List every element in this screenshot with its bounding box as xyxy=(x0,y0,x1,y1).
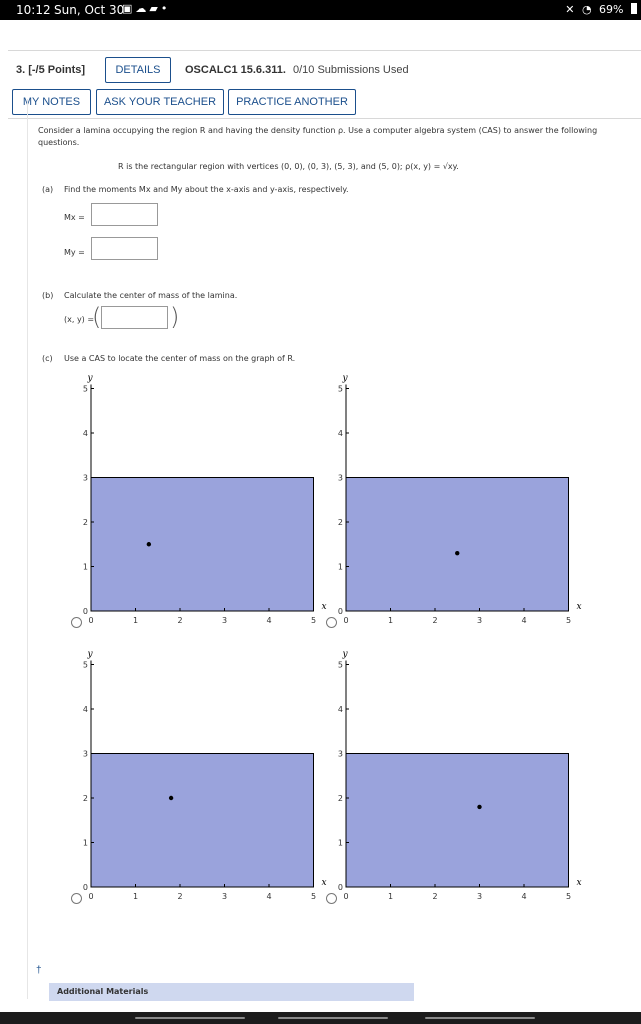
footnote-dagger: † xyxy=(36,965,42,976)
x-tick-label: 4 xyxy=(266,892,272,901)
battery-level: 69% xyxy=(599,3,624,16)
y-tick-label: 5 xyxy=(337,660,343,670)
y-tick-label: 0 xyxy=(82,883,88,892)
x-tick-label: 4 xyxy=(521,616,527,625)
x-tick-label: 2 xyxy=(432,616,438,625)
graph-option-1-radio[interactable] xyxy=(71,617,82,628)
x-axis-label: x xyxy=(576,602,582,612)
x-tick-label: 1 xyxy=(387,892,394,901)
my-notes-button[interactable]: MY NOTES xyxy=(12,89,91,115)
x-axis-label: x xyxy=(321,602,327,612)
x-tick-label: 2 xyxy=(177,892,183,901)
x-tick-label: 2 xyxy=(177,616,183,625)
y-tick-label: 3 xyxy=(82,749,88,759)
nav-handle[interactable] xyxy=(278,1017,388,1019)
notification-icons xyxy=(122,2,170,15)
center-of-mass-point xyxy=(477,805,481,809)
my-input[interactable] xyxy=(91,237,158,260)
x-tick-label: 1 xyxy=(132,892,139,901)
part-b-text: Calculate the center of mass of the lamina. xyxy=(64,291,238,300)
y-tick-label: 5 xyxy=(82,660,88,670)
x-tick-label: 3 xyxy=(476,892,483,901)
x-tick-label: 0 xyxy=(343,892,349,901)
y-axis-label: y xyxy=(342,649,348,660)
region-definition: R is the rectangular region with vertices (0, 0), (0, 3), (5, 3), and (5, 0); ρ(x, y) = √xy. xyxy=(118,162,459,171)
x-tick-label: 3 xyxy=(221,616,228,625)
date: Sun, Oct 30 xyxy=(54,3,125,17)
x-tick-label: 3 xyxy=(476,616,483,625)
x-tick-label: 4 xyxy=(521,892,527,901)
x-tick-label: 1 xyxy=(387,616,394,625)
y-axis-label: y xyxy=(342,373,348,384)
region-rect xyxy=(91,478,314,612)
ask-teacher-button[interactable]: ASK YOUR TEACHER xyxy=(96,89,224,115)
practice-another-button[interactable]: PRACTICE ANOTHER xyxy=(228,89,356,115)
y-tick-label: 1 xyxy=(82,838,88,848)
battery-icon xyxy=(631,3,637,14)
y-tick-label: 5 xyxy=(82,384,88,394)
problem-code: OSCALC1 15.6.311. xyxy=(185,64,286,76)
y-tick-label: 4 xyxy=(82,429,88,438)
left-paren: ( xyxy=(92,303,102,331)
cloud-icon: ☁ xyxy=(135,2,150,15)
y-tick-label: 0 xyxy=(337,883,343,892)
x-tick-label: 5 xyxy=(565,892,572,901)
y-tick-label: 2 xyxy=(82,518,88,527)
y-tick-label: 3 xyxy=(82,473,88,483)
y-tick-label: 1 xyxy=(337,838,343,848)
intro-text-cont: questions. xyxy=(38,138,80,147)
graph-option-4-radio[interactable] xyxy=(326,893,337,904)
nav-handle[interactable] xyxy=(135,1017,245,1019)
center-of-mass-point xyxy=(455,551,459,555)
region-rect xyxy=(346,478,569,612)
y-tick-label: 4 xyxy=(82,705,88,714)
chat-icon: ▰ xyxy=(149,2,161,15)
mute-icon: ✕ xyxy=(565,3,575,16)
x-tick-label: 5 xyxy=(310,616,317,625)
part-a-text: Find the moments Mx and My about the x-axis and y-axis, respectively. xyxy=(64,185,349,194)
center-of-mass-point xyxy=(169,796,173,800)
y-tick-label: 1 xyxy=(82,562,88,572)
mx-label: Mx = xyxy=(64,213,85,222)
center-of-mass-point xyxy=(147,542,151,546)
intro-text: Consider a lamina occupying the region R and having the density function ρ. Use a computer algebra system (CAS) to answer the following xyxy=(38,126,598,135)
x-tick-label: 0 xyxy=(88,616,94,625)
x-axis-label: x xyxy=(321,878,327,888)
mx-input[interactable] xyxy=(91,203,158,226)
y-tick-label: 2 xyxy=(82,794,88,803)
graph-option-4 xyxy=(315,648,615,908)
nav-handle[interactable] xyxy=(425,1017,535,1019)
graph-option-3-radio[interactable] xyxy=(71,893,82,904)
x-axis-label: x xyxy=(576,878,582,888)
additional-materials-header[interactable]: Additional Materials xyxy=(49,983,414,1001)
y-tick-label: 2 xyxy=(337,518,343,527)
part-c-label: (c) xyxy=(42,354,53,363)
wifi-icon: ◔ xyxy=(581,3,592,16)
x-tick-label: 5 xyxy=(310,892,317,901)
my-label: My = xyxy=(64,248,85,257)
region-rect xyxy=(346,754,569,888)
y-tick-label: 3 xyxy=(337,473,343,483)
details-button[interactable]: DETAILS xyxy=(105,57,171,83)
part-b-label: (b) xyxy=(42,291,54,300)
system-icons xyxy=(561,3,637,16)
question-points: 3. [-/5 Points] xyxy=(16,64,86,76)
clock: 10:12 xyxy=(16,3,51,17)
x-tick-label: 3 xyxy=(221,892,228,901)
dot-icon: • xyxy=(160,2,171,15)
status-bar xyxy=(0,0,641,20)
center-of-mass-input[interactable] xyxy=(101,306,168,329)
y-tick-label: 4 xyxy=(337,705,343,714)
graph-option-2 xyxy=(315,372,615,632)
part-c-text: Use a CAS to locate the center of mass on the graph of R. xyxy=(64,354,296,363)
y-axis-label: y xyxy=(87,649,93,660)
y-tick-label: 1 xyxy=(337,562,343,572)
x-tick-label: 1 xyxy=(132,616,139,625)
x-tick-label: 4 xyxy=(266,616,272,625)
y-tick-label: 5 xyxy=(337,384,343,394)
region-rect xyxy=(91,754,314,888)
image-icon: ▣ xyxy=(122,2,136,15)
part-a-label: (a) xyxy=(42,185,54,194)
y-tick-label: 2 xyxy=(337,794,343,803)
x-tick-label: 2 xyxy=(432,892,438,901)
x-tick-label: 0 xyxy=(88,892,94,901)
divider xyxy=(8,50,641,51)
y-tick-label: 0 xyxy=(337,607,343,616)
x-tick-label: 5 xyxy=(565,616,572,625)
y-tick-label: 3 xyxy=(337,749,343,759)
y-tick-label: 0 xyxy=(82,607,88,616)
submissions-count: 0/10 Submissions Used xyxy=(293,64,409,76)
y-tick-label: 4 xyxy=(337,429,343,438)
x-tick-label: 0 xyxy=(343,616,349,625)
right-paren: ) xyxy=(170,303,180,331)
y-axis-label: y xyxy=(87,373,93,384)
graph-option-2-radio[interactable] xyxy=(326,617,337,628)
center-label: (x, y) = xyxy=(64,315,95,324)
system-nav-bar xyxy=(0,1012,641,1024)
